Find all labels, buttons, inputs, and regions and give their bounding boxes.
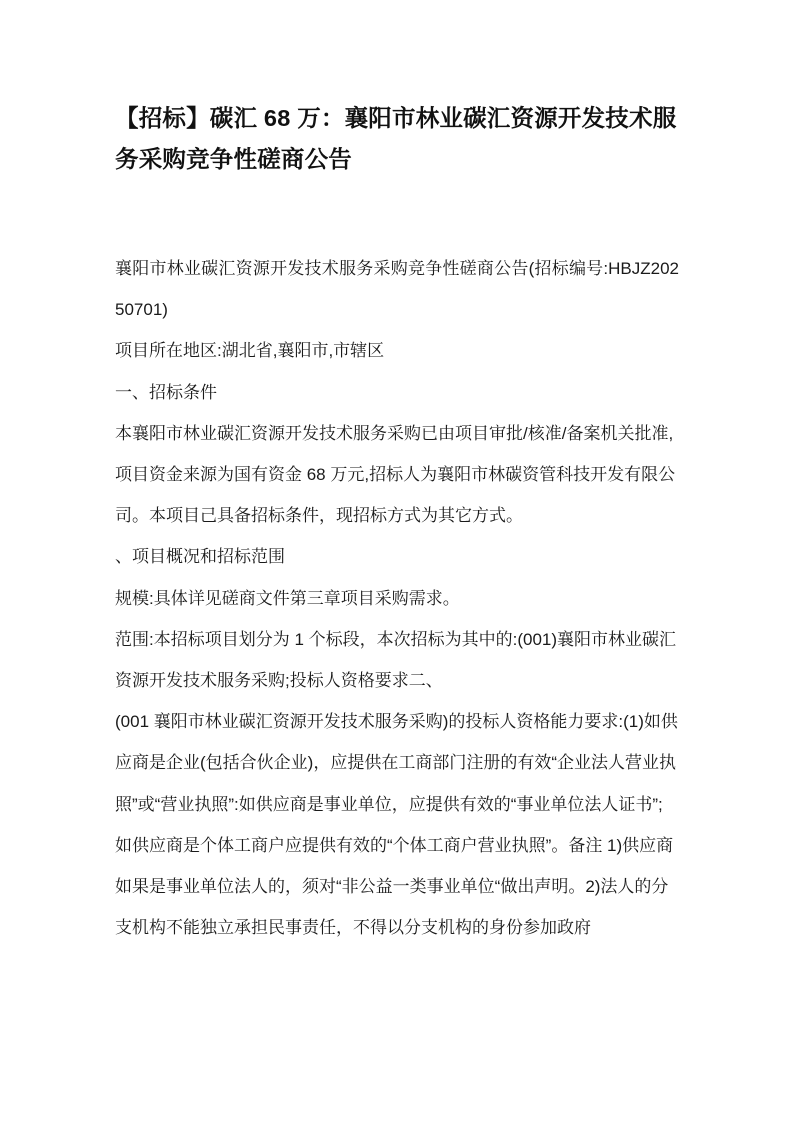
paragraph-section-one-body: 本襄阳市林业碳汇资源开发技术服务采购已由项目审批/核准/备案机关批准,项目资金来源为国有资金 68 万元,招标人为襄阳市林碳资管科技开发有限公司。本项目己具备招标条件，现招标方式为其它方式。 [115, 423, 676, 526]
paragraph-scale: 规模:具体详见磋商文件第三章项目采购需求。 [115, 588, 460, 608]
paragraph-qualification: (001 襄阳市林业碳汇资源开发技术服务采购)的投标人资格能力要求:(1)如供应商是企业(包括合伙企业)，应提供在工商部门注册的有效“企业法人营业执照”或“营业执照”:如供应商是事业单位，应提供有效的“事业单位法人证书”;如供应商是个体工商户应提供有效的“个体工商户营业执照”。备注 1)供应商如果是事业单位法人的，须对“非公益一类事业单位“做出声明。2)法人的分支机构不能独立承担民事责任，不得以分支机构的身份参加政府 [115, 712, 678, 938]
page-title: 【招标】碳汇 68 万：襄阳市林业碳汇资源开发技术服务采购竞争性磋商公告 [115, 105, 677, 172]
heading-section-one: 一、招标条件 [115, 382, 217, 402]
paragraph-project-region: 项目所在地区:湖北省,襄阳市,市辖区 [115, 341, 385, 361]
paragraph-notice-header: 襄阳市林业碳汇资源开发技术服务采购竞争性磋商公告(招标编号:HBJZ20250701) [115, 259, 679, 320]
paragraph-scope: 范围:本招标项目划分为 1 个标段，本次招标为其中的:(001)襄阳市林业碳汇资源开发技术服务采购;投标人资格要求二、 [115, 629, 677, 691]
document-content [115, 0, 679, 948]
document-body [115, 248, 679, 948]
heading-section-two: 、项目概况和招标范围 [115, 547, 285, 567]
